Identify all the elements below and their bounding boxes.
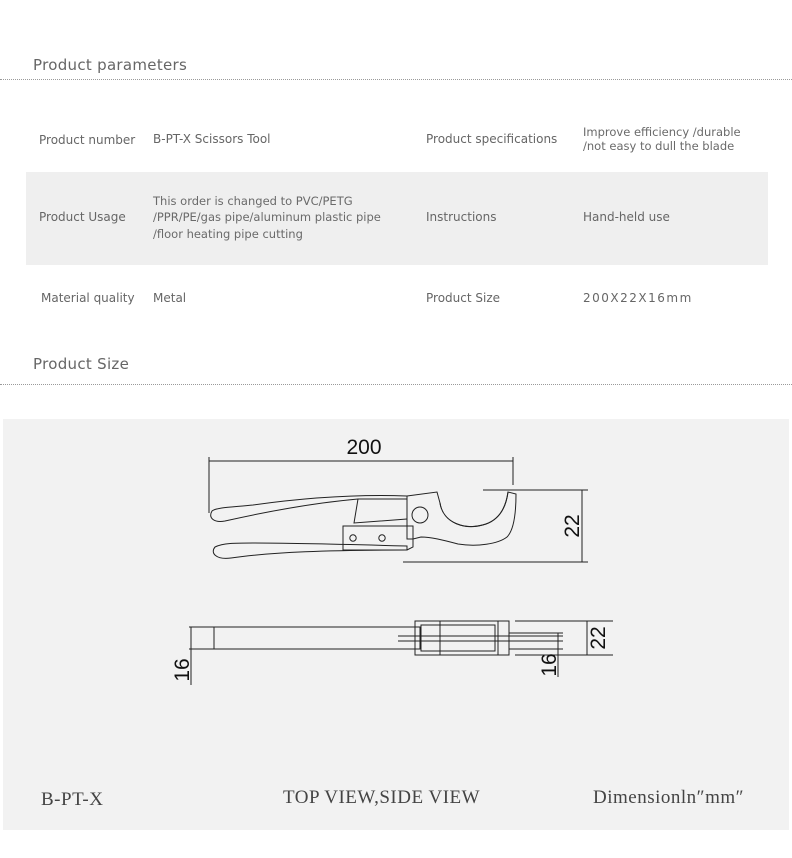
scissors-side-view [214, 621, 563, 655]
side-right-thickness-label: 16 [538, 653, 561, 677]
unit-label: Dimensionln″mm″ [593, 787, 745, 808]
specifications-label: Product specifications [426, 132, 558, 146]
product-number-label: Product number [39, 133, 136, 147]
specifications-value-line1: Improve efficiency /durable [583, 125, 741, 139]
side-height-label: 22 [587, 626, 610, 650]
views-label: TOP VIEW,SIDE VIEW [283, 787, 481, 808]
param-row-usage [26, 172, 768, 265]
scissors-top-view [211, 492, 516, 558]
usage-value-line2: /PPR/PE/gas pipe/aluminum plastic pipe [153, 210, 381, 224]
dimension-drawing [3, 419, 789, 830]
top-height-label: 22 [561, 514, 584, 538]
dimension-diagram-panel [3, 419, 789, 830]
top-length-label: 200 [346, 436, 382, 459]
side-left-thickness-label: 16 [171, 658, 194, 682]
model-label: B-PT-X [41, 789, 104, 810]
size-title: Product Size [33, 355, 130, 373]
usage-value-line3: /floor heating pipe cutting [153, 227, 303, 241]
param-row-material [26, 268, 768, 328]
size-label: Product Size [426, 291, 501, 305]
instructions-label: Instructions [426, 210, 497, 224]
material-value: Metal [153, 291, 187, 305]
material-label: Material quality [41, 291, 135, 305]
usage-value-line1: This order is changed to PVC/PETG [153, 194, 353, 208]
size-value: 200X22X16mm [583, 291, 693, 305]
specifications-value-line2: /not easy to dull the blade [583, 139, 735, 153]
usage-label: Product Usage [39, 210, 126, 224]
param-row-number [26, 110, 768, 170]
product-number-value: B-PT-X Scissors Tool [153, 132, 271, 146]
parameters-divider [0, 79, 792, 80]
instructions-value: Hand-held use [583, 210, 670, 224]
parameters-title: Product parameters [33, 56, 188, 74]
size-divider [0, 384, 792, 385]
